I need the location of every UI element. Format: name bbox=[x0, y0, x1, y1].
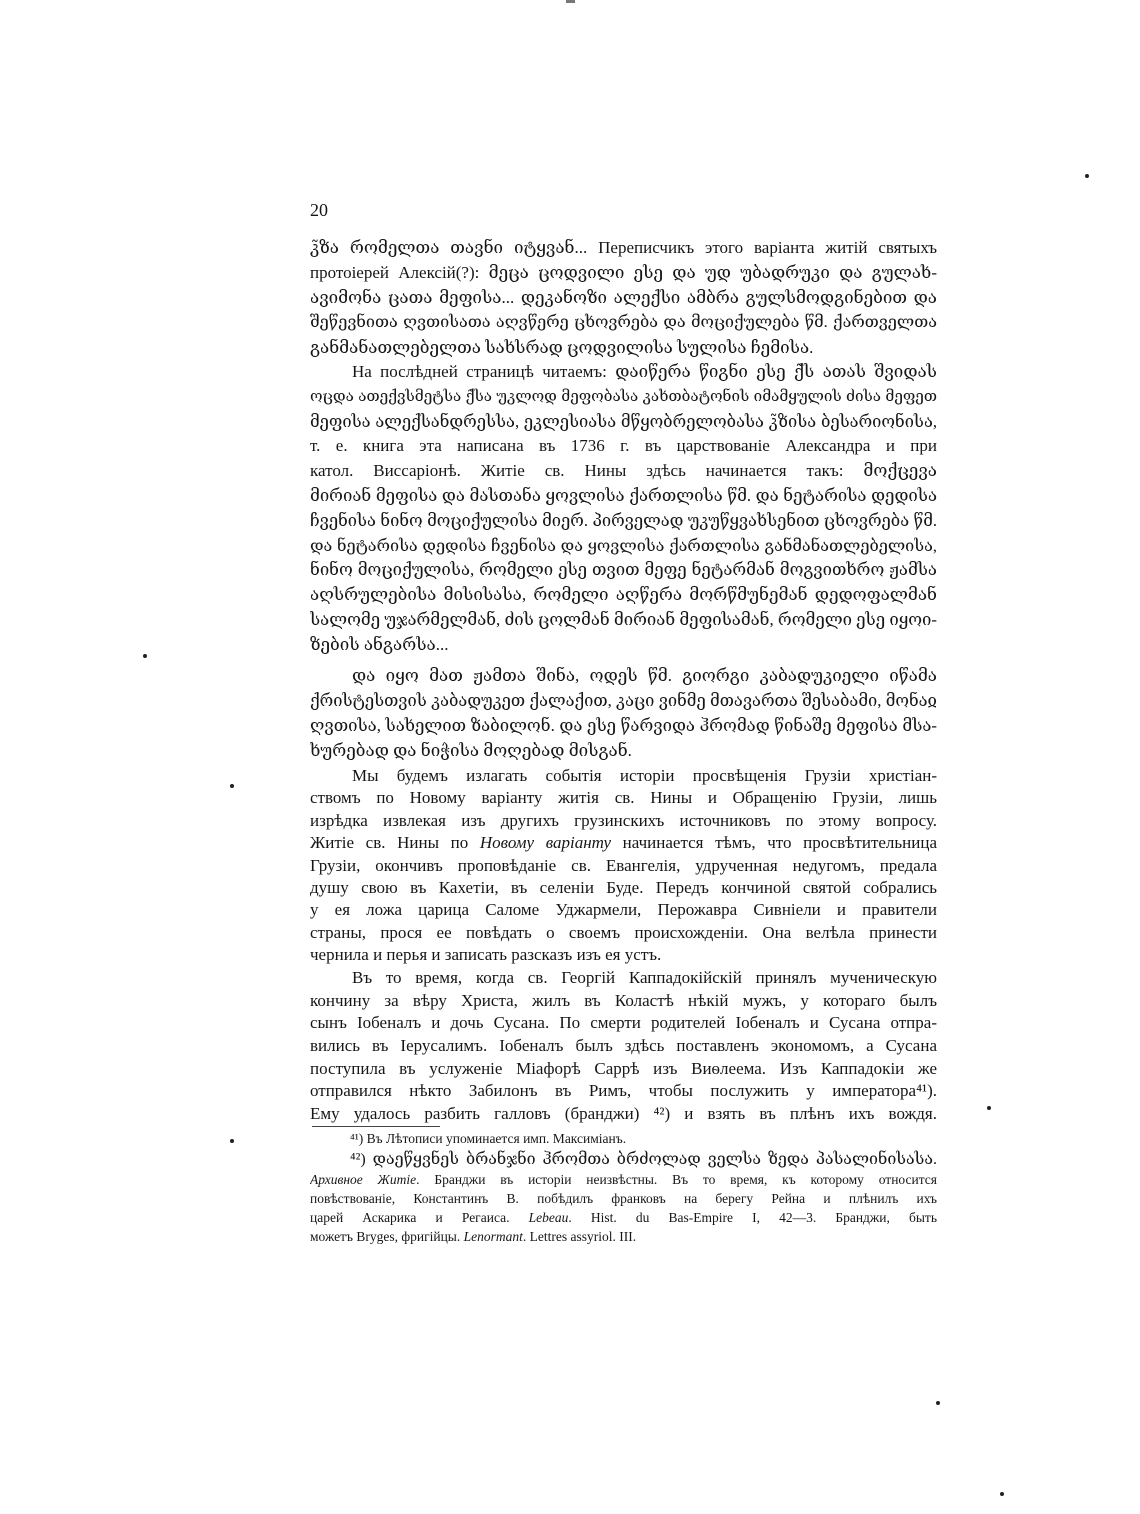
narrative-story-paragraph bbox=[310, 967, 937, 1126]
text-line: поступила въ услуженіе Міафорѣ Саррѣ изъ Виѳлеема. Изъ Каппадокіи же bbox=[310, 1058, 937, 1078]
scan-speck bbox=[230, 784, 234, 788]
text-line: კ̃ზა რომელთა თავნი იტყვან... Переписчикъ этого варіанта житій святыхъ bbox=[310, 238, 937, 257]
text-segment: . Hist. du Bas-Empire I, 42—3. Бранджи, быть bbox=[568, 1210, 937, 1225]
life-excerpt-paragraph bbox=[310, 663, 937, 763]
text-line: ქრისტესთვის კაბადუკეთ ქალაქით, კაცი ვინმე მთავართა შესაბამი, მონაჲ bbox=[310, 691, 937, 710]
footnote-separator bbox=[312, 1126, 440, 1127]
text-line: кончину за вѣру Христа, жилъ въ Коластѣ нѣкій мужъ, у котораго былъ bbox=[310, 990, 937, 1010]
text-line: страны, прося ее повѣдать о своемъ происхожденіи. Она велѣла принести bbox=[310, 922, 937, 942]
text-line: მეფისა ალექსანდრესსა, ეკლესიასა მწყობრელობასა კ̃ზისა ბესარიონისა, bbox=[310, 411, 937, 431]
text-line: Ему удалось разбить галловъ (бранджи) ⁴²) и взять въ плѣнъ ихъ вождя. bbox=[310, 1104, 937, 1124]
footnote-line bbox=[310, 1227, 937, 1246]
text-line: და იყო მათ ჟამთა შინა, ოდეს წმ. გიორგი კაბადუკიელი იწამა bbox=[352, 666, 937, 685]
text-line: ზების ანგარსა... bbox=[310, 634, 449, 654]
footnote-41 bbox=[310, 1129, 937, 1148]
text-line: изрѣдка извлекая изъ другихъ грузинскихъ источниковъ по этому вопросу. bbox=[310, 810, 937, 830]
text-line: отправился нѣкто Забилонъ въ Римъ, чтобы послужить у императора⁴¹). bbox=[310, 1081, 937, 1101]
text-line: протоіерей Алексій(?): მეცა ცოდვილი ესე და უდ უბადრუკი და გულახ- bbox=[310, 263, 937, 282]
text-line: вились въ Іерусалимъ. Іобеналъ былъ здѣсь поставленъ экономомъ, а Сусана bbox=[310, 1036, 937, 1056]
text-segment: . Бранджи въ исторіи неизвѣстны. Въ то время, къ которому относится bbox=[416, 1172, 937, 1187]
text-line: катол. Виссаріонѣ. Житіе св. Нины здѣсь начинается такъ: მოქცევა bbox=[310, 461, 937, 481]
text-line: ავიმონა ცათა მეფისა... დეკანოზი ალექსი ამბრა გულსმოდგინებით და bbox=[310, 288, 937, 307]
text-segment: . Lettres assyriol. III. bbox=[522, 1229, 637, 1244]
page-number: 20 bbox=[310, 200, 328, 220]
text-line: ღვთისა, სახელით ზაბილონ. და ესე წარვიდა ჰრომად წინაშე მეფისა მსა- bbox=[310, 716, 937, 735]
text-line: ствомъ по Новому варіанту житія св. Нины и Обращенію Грузіи, лишь bbox=[310, 788, 937, 808]
footnote-42 bbox=[310, 1150, 937, 1246]
footnote-line: ⁴¹) Въ Лѣтописи упоминается имп. Максиміанъ. bbox=[350, 1131, 627, 1146]
text-line: чернила и перья и записать разсказъ изъ ея устъ. bbox=[310, 945, 662, 965]
footnote-line: повѣствованіе, Константинъ В. побѣдилъ франковъ на берегу Рейна и плѣнилъ ихъ bbox=[310, 1191, 937, 1206]
text-segment: начинается тѣмъ, что просвѣтительница bbox=[611, 833, 937, 853]
last-page-note-paragraph bbox=[310, 360, 937, 658]
text-line: ჩვენისა ნინო მოციქულისა მიერ. პირველად უკუწყვახსენით ცხოვრება წმ. bbox=[310, 510, 937, 530]
scan-speck bbox=[936, 1401, 940, 1405]
italic-phrase: Новому варіанту bbox=[479, 833, 612, 853]
italic-author: Lebeau bbox=[528, 1210, 569, 1225]
narrative-intro-paragraph bbox=[310, 765, 937, 967]
italic-source: Архивное Житіе bbox=[310, 1172, 417, 1187]
colophon-paragraph bbox=[310, 235, 937, 360]
text-line: Въ то время, когда св. Георгій Каппадокійскій принялъ мученическую bbox=[352, 968, 937, 987]
footnote-line bbox=[310, 1208, 937, 1227]
scan-speck bbox=[230, 1139, 234, 1143]
text-line: сынъ Іобеналъ и дочь Сусана. По смерти родителей Іобеналъ и Сусана отпра- bbox=[310, 1013, 937, 1033]
text-line: და ნეტარისა დედისა ჩვენისა და ყოვლისა ქართლისა განმანათლებელისა, bbox=[310, 536, 937, 555]
text-line: ნინო მოციქულისა, რომელი ესე თვით მეფე ნეტარმან მოგვითხრო ჟამსა bbox=[310, 560, 937, 580]
text-line: ოცდა ათექვსმეტსა ქ̃სა უკლოდ მეფობასა კახთბატონის იმამყულის ძისა მეფეთ bbox=[310, 387, 937, 405]
text-line: На послѣдней страницѣ читаемъ: დაიწერა წიგნი ესე ქ̃ს ათას შვიდას bbox=[352, 362, 937, 381]
text-line: შეწევნითა ღვთისათა აღვწერე ცხოვრება და მოციქულება წმ. ქართველთა bbox=[310, 313, 937, 331]
text-line: душу свою въ Кахетіи, въ селеніи Буде. Передъ кончиной святой собрались bbox=[310, 877, 937, 897]
text-segment: Житіе св. Нины по bbox=[310, 833, 480, 853]
footnote-line: ⁴²) დაეწყვნეს ბრანჯნი ჰრომთა ბრძოლად ველსა ზედა პასალინისასა. bbox=[350, 1151, 937, 1168]
text-line: აღსრულებისა მისისასა, რომელი აღწერა მორწმუნემან დედოფალმან bbox=[310, 585, 937, 605]
text-segment: можетъ Bryges, фригійцы. bbox=[310, 1229, 464, 1244]
text-segment: царей Аскарика и Регаиса. bbox=[310, 1210, 529, 1225]
text-line: განმანათლებელთა სახსრად ცოდვილისა სულისა ჩემისა. bbox=[310, 338, 814, 357]
text-line: т. е. книга эта написана въ 1736 г. въ царствованіе Александра и при bbox=[310, 436, 937, 456]
scan-mark bbox=[566, 0, 575, 3]
text-line: ხურებად და ნიჭისა მოღებად მისგან. bbox=[310, 741, 632, 760]
text-line: Грузіи, окончивъ проповѣданіе св. Евангелія, удрученная недугомъ, предала bbox=[310, 855, 937, 875]
scan-speck bbox=[987, 1106, 991, 1110]
text-line bbox=[310, 832, 937, 854]
scan-speck bbox=[143, 654, 147, 658]
text-line: у ея ложа царица Саломе Уджармели, Перожавра Сивніели и правители bbox=[310, 900, 937, 920]
footnote-line bbox=[310, 1170, 937, 1189]
text-line: Мы будемъ излагать событія исторіи просвѣщенія Грузіи христіан- bbox=[352, 766, 937, 785]
scan-speck bbox=[1000, 1492, 1004, 1496]
italic-author: Lenormant bbox=[463, 1229, 523, 1244]
scan-speck bbox=[1085, 174, 1089, 178]
text-line: სალომე უჯარმელმან, ძის ცოლმან მირიან მეფისამან, რომელი ესე იყოი- bbox=[310, 609, 937, 629]
text-line: მირიან მეფისა და მასთანა ყოვლისა ქართლისა წმ. და ნეტარისა დედისა bbox=[310, 485, 937, 505]
